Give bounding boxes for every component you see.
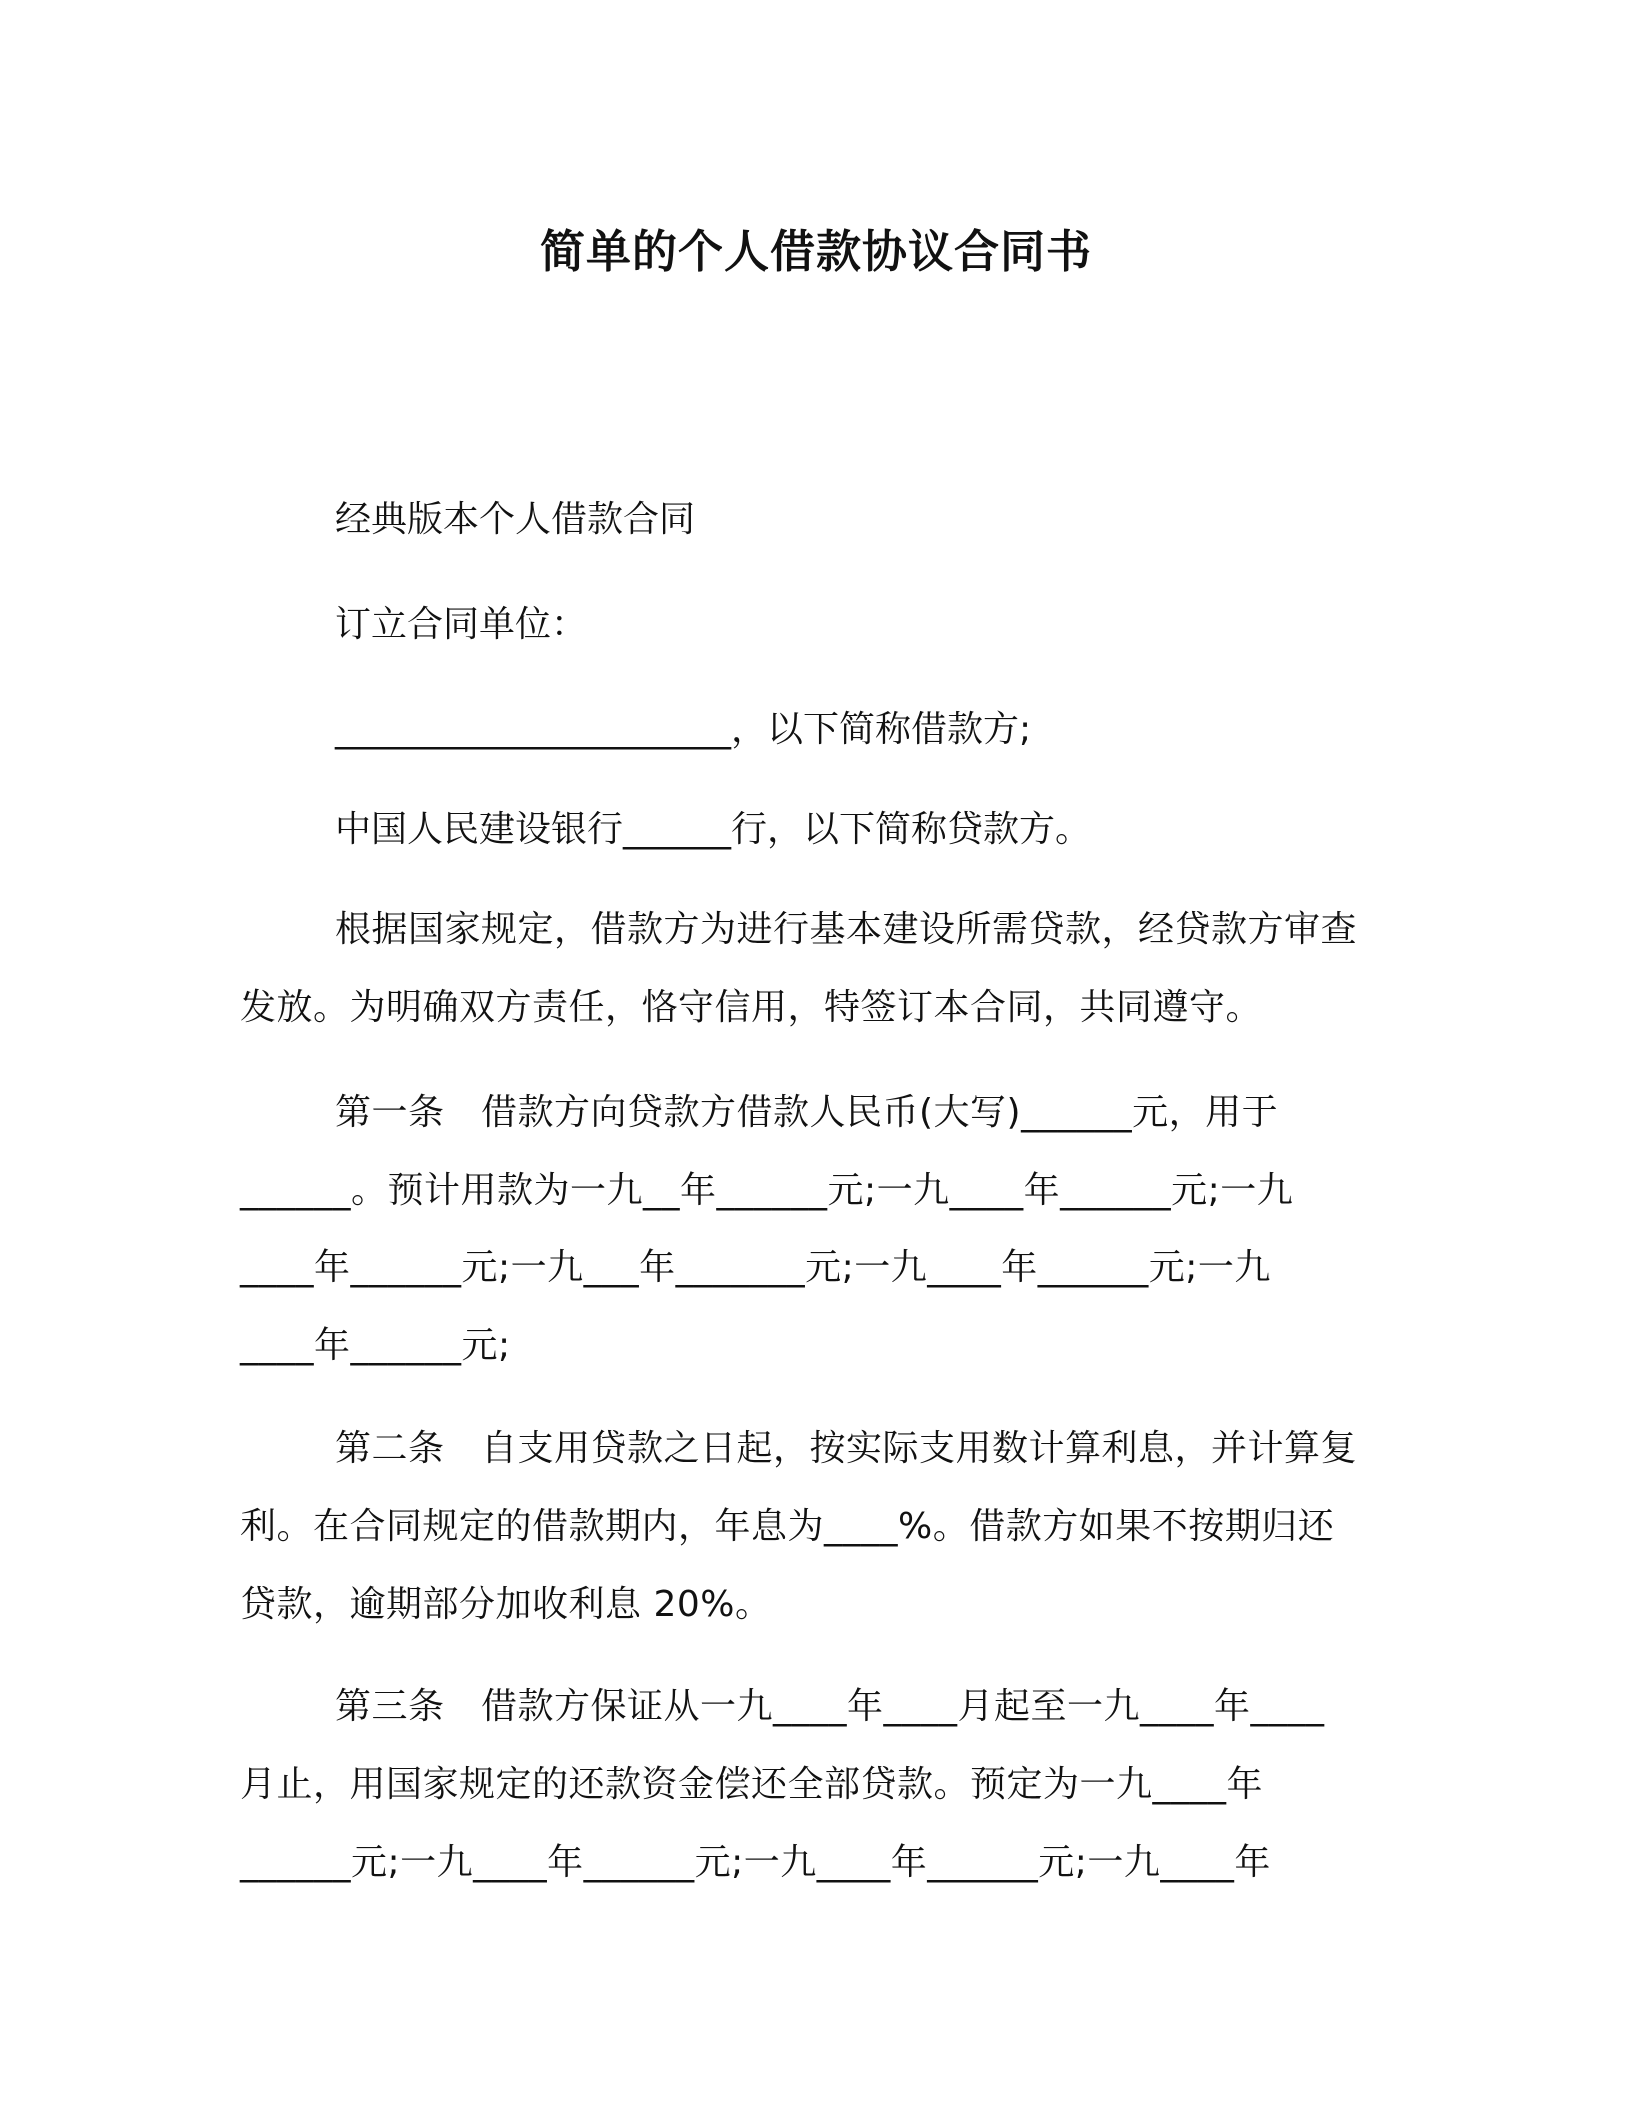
- article-3-line-3: ______元;一九____年______元;一九____年______元;一九____年: [240, 1842, 1271, 1883]
- article-3-line-2: 月止，用国家规定的还款资金偿还全部贷款。预定为一九____年: [240, 1764, 1264, 1805]
- article-2-line-1: 第二条 自支用贷款之日起，按实际支用数计算利息，并计算复: [335, 1428, 1358, 1469]
- article-2-line-2: 利。在合同规定的借款期内，年息为____%。借款方如果不按期归还: [240, 1506, 1335, 1547]
- article-3-line-1: 第三条 借款方保证从一九____年____月起至一九____年____: [335, 1686, 1325, 1727]
- article-1-line-2: ______。预计用款为一九__年______元;一九____年______元;一九: [240, 1170, 1294, 1211]
- article-1-line-4: ____年______元;: [240, 1325, 511, 1366]
- article-2-line-3: 贷款，逾期部分加收利息 20%。: [240, 1584, 772, 1625]
- subtitle-line: 经典版本个人借款合同: [335, 499, 696, 540]
- document-title: 简单的个人借款协议合同书: [539, 225, 1092, 278]
- article-1-line-1: 第一条 借款方向贷款方借款人民币(大写)______元，用于: [335, 1092, 1279, 1133]
- contract-parties-label: 订立合同单位：: [335, 604, 588, 645]
- lender-line: 中国人民建设银行______行，以下简称贷款方。: [335, 809, 1092, 850]
- preamble-line-1: 根据国家规定，借款方为进行基本建设所需贷款，经贷款方审查: [335, 909, 1358, 950]
- preamble-line-2: 发放。为明确双方责任，恪守信用，特签订本合同，共同遵守。: [240, 987, 1263, 1028]
- borrower-line: ______________________，以下简称借款方;: [335, 709, 1032, 750]
- article-1-line-3: ____年______元;一九___年_______元;一九____年______元;一九: [240, 1247, 1271, 1288]
